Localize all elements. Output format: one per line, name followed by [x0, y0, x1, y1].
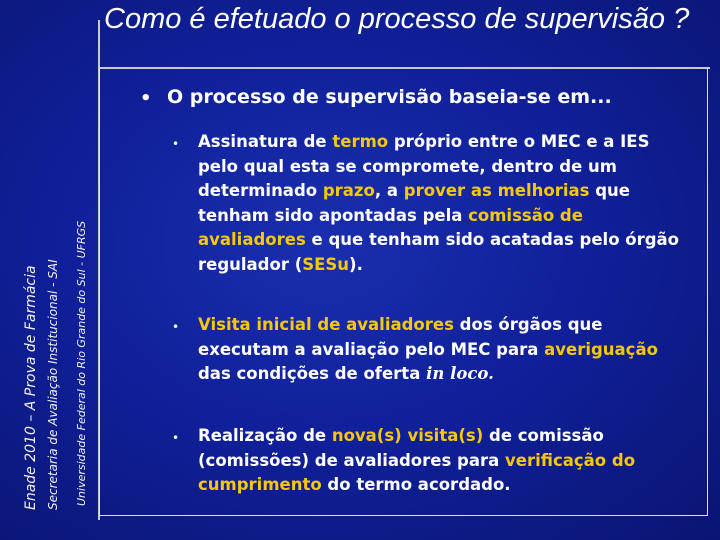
text-segment: Realização de	[198, 426, 332, 445]
text-segment: de comissão (comissões) de avaliadores para	[198, 426, 604, 470]
bullet-icon: •	[140, 88, 152, 109]
small-bullet-icon: •	[172, 137, 180, 151]
highlighted-term: Visita inicial de avaliadores	[198, 315, 454, 334]
sidebar-university: Universidade Federal do Rio Grande do Sul - UFRGS	[75, 220, 88, 506]
text-segment: próprio entre o MEC e a IES pelo qual esta se compromete, dentro de um determinado	[198, 132, 650, 200]
highlighted-term: comissão de avaliadores	[198, 205, 583, 249]
highlighted-term: SESu	[302, 254, 350, 274]
text-segment: dos órgãos que executam a avaliação pelo MEC para	[198, 315, 603, 359]
list-item-text	[198, 424, 693, 498]
sidebar-department: Secretaria de Avaliação Institucional - SAI	[46, 259, 60, 510]
highlighted-term: prover as melhorias	[403, 181, 590, 200]
text-segment: e que tenham sido acatadas pelo órgão regulador (	[198, 230, 680, 274]
text-segment: ).	[349, 254, 363, 274]
small-bullet-icon: •	[172, 431, 180, 445]
text-segment: do termo acordado.	[321, 475, 511, 494]
highlighted-term: termo	[332, 132, 389, 151]
highlighted-term: nova(s) visita(s)	[331, 426, 484, 445]
text-segment: das condições de oferta	[198, 364, 427, 383]
slide-title: Como é efetuado o processo de supervisão ?	[104, 3, 690, 35]
text-segment: Assinatura de	[198, 132, 333, 151]
text-segment: in loco.	[426, 364, 494, 383]
list-item-text	[198, 313, 693, 387]
highlighted-term: prazo	[322, 181, 375, 200]
list-item-text	[198, 130, 693, 277]
main-bullet-text: O processo de supervisão baseia-se em...	[167, 86, 612, 108]
highlighted-term: verificação do cumprimento	[198, 450, 636, 494]
text-segment: , a	[374, 181, 404, 200]
sidebar-exam-title: Enade 2010 – A Prova de Farmácia	[23, 265, 39, 510]
small-bullet-icon: •	[172, 320, 180, 334]
text-segment: que tenham sido apontadas pela	[198, 181, 630, 225]
highlighted-term: averiguação	[544, 339, 658, 359]
